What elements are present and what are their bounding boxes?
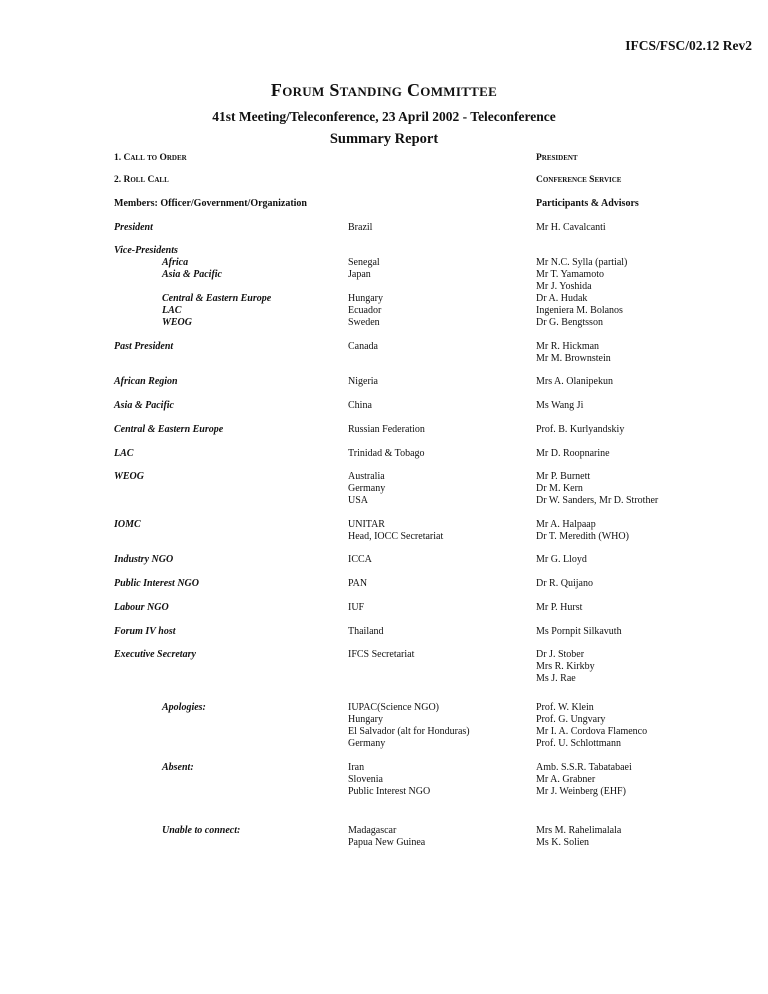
row-countries bbox=[348, 554, 372, 566]
country: El Salvador (alt for Honduras) bbox=[348, 726, 470, 737]
row-participants bbox=[536, 825, 621, 849]
participant: Ms Pornpit Silkavuth bbox=[536, 626, 622, 637]
row-participants bbox=[536, 519, 629, 543]
country: ICCA bbox=[348, 554, 372, 565]
row-label: LAC bbox=[114, 448, 134, 459]
participant: Mr G. Lloyd bbox=[536, 554, 587, 565]
row-label: Africa bbox=[162, 257, 189, 268]
participant: Ms J. Rae bbox=[536, 673, 576, 684]
row-countries bbox=[348, 376, 378, 388]
row-participants bbox=[536, 293, 587, 305]
section-call-to-order-responsible: President bbox=[536, 153, 578, 163]
country: Nigeria bbox=[348, 376, 378, 387]
participant: Mr J. Yoshida bbox=[536, 281, 592, 292]
row-countries bbox=[348, 626, 384, 638]
participant: Mr M. Brownstein bbox=[536, 353, 611, 364]
row-participants bbox=[536, 341, 611, 365]
participant: Mr P. Hurst bbox=[536, 602, 583, 613]
row-label: Apologies: bbox=[162, 702, 206, 713]
participant: Dr T. Meredith (WHO) bbox=[536, 531, 629, 542]
participant: Mrs A. Olanipekun bbox=[536, 376, 613, 387]
row-label: Forum IV host bbox=[114, 626, 176, 637]
row-countries bbox=[348, 341, 378, 353]
row-label: Absent: bbox=[162, 762, 194, 773]
row-participants bbox=[536, 305, 623, 317]
country: Head, IOCC Secretariat bbox=[348, 531, 444, 542]
row-participants bbox=[536, 578, 593, 590]
row-label: Industry NGO bbox=[114, 554, 174, 565]
row-countries bbox=[348, 269, 371, 281]
row-participants bbox=[536, 376, 613, 388]
row-label: Asia & Pacific bbox=[162, 269, 222, 280]
participant: Mr N.C. Sylla (partial) bbox=[536, 257, 628, 268]
participant: Mr I. A. Cordova Flamenco bbox=[536, 726, 648, 737]
participant: Dr A. Hudak bbox=[536, 293, 588, 304]
row-label: President bbox=[114, 222, 153, 233]
country: IUPAC(Science NGO) bbox=[348, 702, 440, 713]
participant: Mr A. Halpaap bbox=[536, 519, 596, 530]
row-countries bbox=[348, 317, 380, 329]
country: Iran bbox=[348, 762, 365, 773]
participant: Prof. B. Kurlyandskiy bbox=[536, 424, 625, 435]
country: Hungary bbox=[348, 293, 383, 304]
participant: Ms K. Solien bbox=[536, 837, 590, 848]
country: Trinidad & Tobago bbox=[348, 448, 425, 459]
row-label: WEOG bbox=[114, 471, 145, 482]
row-countries bbox=[348, 578, 367, 590]
row-label: Past President bbox=[114, 341, 174, 352]
participant: Prof. U. Schlottmann bbox=[536, 738, 621, 749]
country: Slovenia bbox=[348, 774, 383, 785]
country: IFCS Secretariat bbox=[348, 649, 415, 660]
country: Papua New Guinea bbox=[348, 837, 426, 848]
participant: Mr T. Yamamoto bbox=[536, 269, 604, 280]
country: Senegal bbox=[348, 257, 380, 268]
country: UNITAR bbox=[348, 519, 385, 530]
row-countries bbox=[348, 222, 372, 234]
participant: Mr P. Burnett bbox=[536, 471, 591, 482]
members-column-header: Members: Officer/Government/Organization bbox=[114, 198, 307, 209]
row-countries bbox=[348, 702, 470, 750]
row-label: Vice-Presidents bbox=[114, 245, 178, 256]
country: Brazil bbox=[348, 222, 373, 233]
country: Hungary bbox=[348, 714, 383, 725]
country: IUF bbox=[348, 602, 365, 613]
row-countries bbox=[348, 762, 430, 798]
row-participants bbox=[536, 269, 604, 293]
row-participants bbox=[536, 602, 582, 614]
row-participants bbox=[536, 702, 647, 750]
row-participants bbox=[536, 626, 622, 638]
country: Thailand bbox=[348, 626, 384, 637]
row-participants bbox=[536, 471, 658, 507]
row-label: LAC bbox=[162, 305, 182, 316]
section-call-to-order: 1. Call to Order bbox=[114, 153, 187, 163]
row-countries bbox=[348, 602, 364, 614]
country: Ecuador bbox=[348, 305, 382, 316]
row-countries bbox=[348, 448, 425, 460]
row-participants bbox=[536, 257, 627, 269]
row-participants bbox=[536, 317, 603, 329]
participant: Mrs R. Kirkby bbox=[536, 661, 595, 672]
row-countries bbox=[348, 400, 372, 412]
row-label: Central & Eastern Europe bbox=[114, 424, 224, 435]
meeting-subtitle: 41st Meeting/Teleconference, 23 April 2002 - Teleconference bbox=[212, 109, 556, 124]
row-label: African Region bbox=[114, 376, 178, 387]
row-countries bbox=[348, 257, 380, 269]
participant: Dr M. Kern bbox=[536, 483, 583, 494]
country: Sweden bbox=[348, 317, 380, 328]
participant: Mr H. Cavalcanti bbox=[536, 222, 606, 233]
row-participants bbox=[536, 762, 632, 798]
participants-column-header: Participants & Advisors bbox=[536, 198, 639, 209]
row-countries bbox=[348, 519, 443, 543]
row-label: Asia & Pacific bbox=[114, 400, 174, 411]
row-participants bbox=[536, 424, 624, 436]
participant: Dr W. Sanders, Mr D. Strother bbox=[536, 495, 659, 506]
participant: Dr R. Quijano bbox=[536, 578, 593, 589]
row-label: Public Interest NGO bbox=[114, 578, 199, 589]
country: Russian Federation bbox=[348, 424, 425, 435]
row-participants bbox=[536, 649, 595, 685]
participant: Mrs M. Rahelimalala bbox=[536, 825, 622, 836]
section-roll-call-responsible: Conference Service bbox=[536, 175, 622, 185]
row-participants bbox=[536, 554, 587, 566]
row-label: IOMC bbox=[114, 519, 141, 530]
participant: Dr J. Stober bbox=[536, 649, 585, 660]
row-countries bbox=[348, 424, 425, 436]
country: Germany bbox=[348, 738, 386, 749]
country: Germany bbox=[348, 483, 386, 494]
participant: Mr J. Weinberg (EHF) bbox=[536, 786, 626, 797]
country: USA bbox=[348, 495, 369, 506]
row-participants bbox=[536, 448, 610, 460]
participant: Mr D. Roopnarine bbox=[536, 448, 610, 459]
country: Australia bbox=[348, 471, 385, 482]
participant: Ingeniera M. Bolanos bbox=[536, 305, 623, 316]
participant: Ms Wang Ji bbox=[536, 400, 584, 411]
row-label: Unable to connect: bbox=[162, 825, 241, 836]
row-countries bbox=[348, 293, 383, 305]
participant: Dr G. Bengtsson bbox=[536, 317, 603, 328]
page-title: Forum Standing Committee bbox=[270, 80, 498, 100]
country: Madagascar bbox=[348, 825, 397, 836]
country: China bbox=[348, 400, 372, 411]
participant: Prof. G. Ungvary bbox=[536, 714, 606, 725]
participant: Mr R. Hickman bbox=[536, 341, 600, 352]
row-label: Central & Eastern Europe bbox=[162, 293, 272, 304]
row-label: Labour NGO bbox=[114, 602, 169, 613]
row-participants bbox=[536, 222, 606, 234]
country: Canada bbox=[348, 341, 378, 352]
row-label: Executive Secretary bbox=[114, 649, 196, 660]
participant: Amb. S.S.R. Tabatabaei bbox=[536, 762, 632, 773]
row-countries bbox=[348, 471, 385, 507]
row-label: WEOG bbox=[162, 317, 193, 328]
row-countries bbox=[348, 305, 381, 317]
row-countries bbox=[348, 649, 414, 661]
document-id: IFCS/FSC/02.12 Rev2 bbox=[625, 38, 752, 53]
summary-heading: Summary Report bbox=[329, 131, 439, 147]
row-countries bbox=[348, 825, 425, 849]
country: PAN bbox=[348, 578, 368, 589]
participant: Mr A. Grabner bbox=[536, 774, 596, 785]
section-roll-call: 2. Roll Call bbox=[114, 175, 169, 185]
participant: Prof. W. Klein bbox=[536, 702, 594, 713]
country: Public Interest NGO bbox=[348, 786, 431, 797]
country: Japan bbox=[348, 269, 371, 280]
row-participants bbox=[536, 400, 583, 412]
